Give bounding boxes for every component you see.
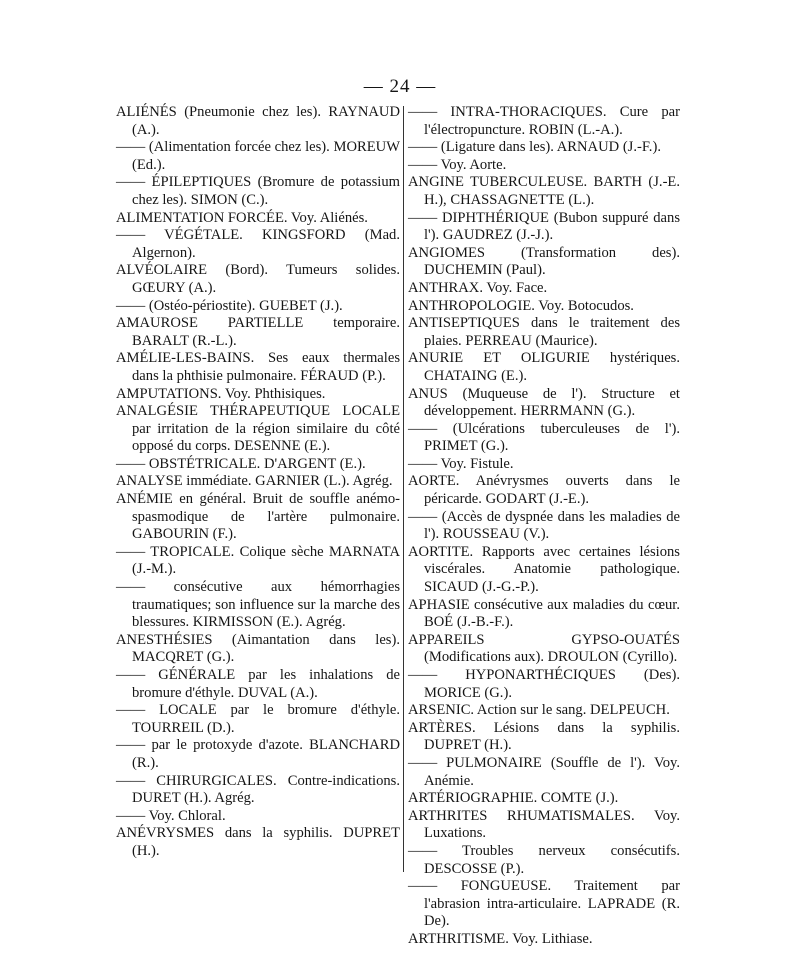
index-entry-text: AORTE. Anévrysmes ouverts dans le péricarde. GODART (J.-E.).: [408, 473, 680, 508]
index-entry-text: —— (Ulcérations tuberculeuses de l'). PRIMET (G.).: [408, 420, 680, 455]
index-entry: [408, 667, 680, 702]
index-entry: [408, 104, 680, 139]
index-entry-text: ALIÉNÉS (Pneumonie chez les). RAYNAUD (A.).: [116, 104, 400, 138]
index-entry-text: —— Troubles nerveux consécutifs. DESCOSSE (P.).: [408, 842, 680, 877]
index-entry: [408, 386, 680, 421]
index-entry: [408, 157, 680, 175]
index-entry: [116, 491, 400, 544]
index-entry-text: —— VÉGÉTALE. KINGSFORD (Mad. Algernon).: [116, 227, 400, 261]
index-entry-text: ANÉMIE en général. Bruit de souffle anémo-spasmodique de l'artère pulmonaire. GABOURIN (F.).: [116, 491, 400, 543]
index-entry: [116, 808, 400, 826]
index-entry-text: —— GÉNÉRALE par les inhalations de bromure d'éthyle. DUVAL (A.).: [116, 667, 400, 701]
index-entry: [116, 174, 400, 209]
index-entry-text: —— OBSTÉTRICALE. D'ARGENT (E.).: [116, 455, 366, 472]
index-entry-text: —— CHIRURGICALES. Contre-indications. DURET (H.). Agrég.: [116, 772, 400, 807]
index-entry: [408, 298, 680, 316]
column-divider: [403, 106, 404, 872]
index-entry: [408, 878, 680, 931]
index-entry: [116, 737, 400, 772]
index-entry: [408, 210, 680, 245]
index-entry-text: APHASIE consécutive aux maladies du cœur. BOÉ (J.-B.-F.).: [408, 596, 680, 631]
index-entry-text: —— TROPICALE. Colique sèche MARNATA (J.-M.).: [116, 543, 400, 578]
index-entry: [408, 280, 680, 298]
index-entry-text: APPAREILS GYPSO-OUATÉS (Modifications aux). DROULON (Cyrillo).: [408, 631, 680, 666]
index-entry: [408, 843, 680, 878]
index-entry: [116, 386, 400, 404]
index-entry-text: —— INTRA-THORACIQUES. Cure par l'électropuncture. ROBIN (L.-A.).: [408, 104, 680, 138]
index-entry-text: —— (Accès de dyspnée dans les maladies de l'). ROUSSEAU (V.).: [408, 508, 680, 543]
index-entry: [408, 473, 680, 508]
index-entry-text: ANESTHÉSIES (Aimantation dans les). MACQRET (G.).: [116, 631, 400, 666]
index-entry-text: ARSENIC. Action sur le sang. DELPEUCH.: [408, 702, 670, 719]
index-entry: [116, 350, 400, 385]
index-entry: [116, 702, 400, 737]
index-entry-text: ARTHRITES RHUMATISMALES. Voy. Luxations.: [408, 807, 680, 842]
index-entry: [408, 509, 680, 544]
index-entry-text: ANALGÉSIE THÉRAPEUTIQUE LOCALE par irritation de la région similaire du côté opposé du corps. DESENNE (E.).: [116, 403, 400, 455]
index-entry: [116, 632, 400, 667]
index-entry-text: ANGINE TUBERCULEUSE. BARTH (J.-E. H.), CHASSAGNETTE (L.).: [408, 174, 680, 208]
index-entry-text: ARTHRITISME. Voy. Lithiase.: [408, 930, 593, 947]
index-entry-text: ANURIE ET OLIGURIE hystériques. CHATAING (E.).: [408, 350, 680, 384]
left-column: [116, 104, 400, 861]
index-entry: [116, 825, 400, 860]
index-entry: [116, 210, 400, 228]
index-entry: [116, 579, 400, 632]
index-entry: [408, 597, 680, 632]
index-entry-text: ANTHROPOLOGIE. Voy. Botocudos.: [408, 297, 634, 314]
index-entry-text: ANGIOMES (Transformation des). DUCHEMIN (Paul).: [408, 244, 680, 279]
index-entry-text: AMAUROSE PARTIELLE temporaire. BARALT (R.-L.).: [116, 315, 400, 349]
index-entry: [408, 755, 680, 790]
index-entry: [116, 298, 400, 316]
index-entry: [408, 139, 680, 157]
index-entry: [116, 227, 400, 262]
index-entry-text: ARTÉRIOGRAPHIE. COMTE (J.).: [408, 790, 619, 807]
index-entry-text: —— (Ostéo-périostite). GUEBET (J.).: [116, 297, 343, 314]
index-entry-text: ANUS (Muqueuse de l'). Structure et développement. HERRMANN (G.).: [408, 385, 680, 420]
index-entry: [116, 473, 400, 491]
index-entry-text: —— Voy. Fistule.: [408, 455, 514, 472]
index-entry: [116, 773, 400, 808]
index-entry-text: AORTITE. Rapports avec certaines lésions viscérales. Anatomie pathologique. SICAUD (J.-G.-P.).: [408, 543, 680, 596]
index-entry: [116, 315, 400, 350]
index-entry: [408, 174, 680, 209]
index-entry-text: —— FONGUEUSE. Traitement par l'abrasion intra-articulaire. LAPRADE (R. De).: [408, 878, 680, 930]
index-entry: [116, 262, 400, 297]
index-entry-text: AMPUTATIONS. Voy. Phthisiques.: [116, 385, 326, 402]
index-entry: [408, 350, 680, 385]
index-entry: [116, 667, 400, 702]
index-entry-text: —— Voy. Chloral.: [116, 807, 226, 824]
index-entry-text: —— (Ligature dans les). ARNAUD (J.-F.).: [408, 139, 661, 156]
index-entry: [408, 315, 680, 350]
index-entry: [116, 544, 400, 579]
index-entry-text: ANÉVRYSMES dans la syphilis. DUPRET (H.).: [116, 825, 400, 859]
index-entry-text: —— DIPHTHÉRIQUE (Bubon suppuré dans l'). GAUDREZ (J.-J.).: [408, 209, 680, 244]
index-entry-text: —— Voy. Aorte.: [408, 156, 507, 173]
index-entry-text: ANTISEPTIQUES dans le traitement des plaies. PERREAU (Maurice).: [408, 315, 680, 349]
index-entry: [116, 104, 400, 139]
index-entry-text: ANALYSE immédiate. GARNIER (L.). Agrég.: [116, 473, 393, 490]
index-entry: [408, 931, 680, 949]
index-entry-text: ANTHRAX. Voy. Face.: [408, 279, 548, 296]
index-entry-text: —— LOCALE par le bromure d'éthyle. TOURREIL (D.).: [116, 702, 400, 736]
index-entry: [116, 456, 400, 474]
index-entry-text: ALVÉOLAIRE (Bord). Tumeurs solides. GŒURY (A.).: [116, 262, 400, 296]
index-entry: [408, 808, 680, 843]
right-column: [408, 104, 680, 949]
index-entry: [408, 245, 680, 280]
index-entry: [116, 403, 400, 456]
index-entry-text: AMÉLIE-LES-BAINS. Ses eaux thermales dans la phthisie pulmonaire. FÉRAUD (P.).: [116, 350, 400, 384]
index-entry-text: —— ÉPILEPTIQUES (Bromure de potassium chez les). SIMON (C.).: [116, 174, 400, 208]
index-entry-text: —— HYPONARTHÉCIQUES (Des). MORICE (G.).: [408, 667, 680, 701]
index-entry-text: —— par le protoxyde d'azote. BLANCHARD (R.).: [116, 737, 400, 771]
index-entry: [408, 421, 680, 456]
index-entry-text: ARTÈRES. Lésions dans la syphilis. DUPRET (H.).: [408, 719, 680, 754]
index-entry: [408, 456, 680, 474]
index-entry: [408, 702, 680, 720]
page-number: — 24 —: [363, 76, 437, 97]
index-entry: [408, 544, 680, 597]
index-entry-text: ALIMENTATION FORCÉE. Voy. Aliénés.: [116, 209, 368, 226]
index-entry-text: —— (Alimentation forcée chez les). MOREUW (Ed.).: [116, 139, 400, 173]
index-entry: [116, 139, 400, 174]
index-entry-text: —— PULMONAIRE (Souffle de l'). Voy. Anémie.: [408, 754, 680, 789]
index-entry: [408, 720, 680, 755]
index-entry: [408, 790, 680, 808]
index-entry-text: —— consécutive aux hémorrhagies traumatiques; son influence sur la marche des blessures. KIRMISSON (E.). Agrég.: [116, 579, 400, 631]
index-entry: [408, 632, 680, 667]
